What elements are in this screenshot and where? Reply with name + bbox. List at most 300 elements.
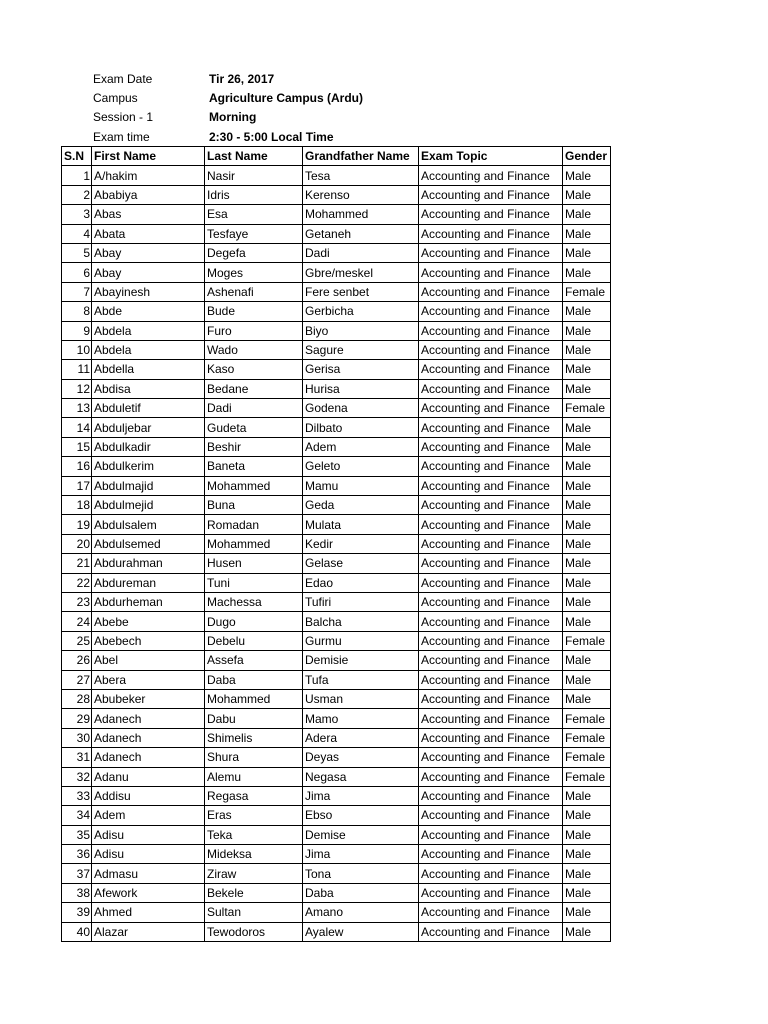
cell-gender: Male [563, 321, 611, 340]
cell-sn: 34 [62, 806, 92, 825]
cell-grandfather-name: Godena [303, 399, 419, 418]
cell-sn: 40 [62, 922, 92, 941]
cell-exam-topic: Accounting and Finance [419, 689, 563, 708]
cell-last-name: Degefa [205, 243, 303, 262]
cell-exam-topic: Accounting and Finance [419, 748, 563, 767]
cell-last-name: Regasa [205, 786, 303, 805]
table-row [62, 282, 611, 301]
cell-last-name: Shura [205, 748, 303, 767]
cell-first-name: Abdela [92, 321, 205, 340]
table-row [62, 883, 611, 902]
column-header-last-name: Last Name [205, 147, 303, 166]
cell-exam-topic: Accounting and Finance [419, 224, 563, 243]
cell-exam-topic: Accounting and Finance [419, 845, 563, 864]
cell-sn: 24 [62, 612, 92, 631]
cell-gender: Male [563, 845, 611, 864]
table-row [62, 185, 611, 204]
cell-gender: Male [563, 476, 611, 495]
cell-grandfather-name: Kerenso [303, 185, 419, 204]
cell-first-name: Abdurheman [92, 592, 205, 611]
table-row [62, 476, 611, 495]
cell-exam-topic: Accounting and Finance [419, 360, 563, 379]
cell-first-name: Abdulkerim [92, 457, 205, 476]
cell-last-name: Furo [205, 321, 303, 340]
cell-exam-topic: Accounting and Finance [419, 399, 563, 418]
cell-first-name: Abera [92, 670, 205, 689]
cell-grandfather-name: Demisie [303, 651, 419, 670]
cell-sn: 35 [62, 825, 92, 844]
table-row [62, 243, 611, 262]
cell-sn: 38 [62, 883, 92, 902]
cell-sn: 2 [62, 185, 92, 204]
cell-last-name: Husen [205, 554, 303, 573]
cell-sn: 26 [62, 651, 92, 670]
cell-last-name: Kaso [205, 360, 303, 379]
cell-gender: Male [563, 457, 611, 476]
table-row [62, 321, 611, 340]
cell-grandfather-name: Jima [303, 845, 419, 864]
cell-first-name: Abas [92, 205, 205, 224]
cell-exam-topic: Accounting and Finance [419, 185, 563, 204]
cell-sn: 31 [62, 748, 92, 767]
cell-last-name: Teka [205, 825, 303, 844]
cell-sn: 13 [62, 399, 92, 418]
table-row [62, 670, 611, 689]
cell-last-name: Mohammed [205, 689, 303, 708]
cell-first-name: Abdulsalem [92, 515, 205, 534]
cell-grandfather-name: Negasa [303, 767, 419, 786]
cell-first-name: Abdulsemed [92, 534, 205, 553]
cell-first-name: Alazar [92, 922, 205, 941]
cell-sn: 8 [62, 302, 92, 321]
column-header-grandfather-name: Grandfather Name [303, 147, 419, 166]
table-row [62, 748, 611, 767]
cell-first-name: Afework [92, 883, 205, 902]
cell-first-name: Abdulmajid [92, 476, 205, 495]
cell-sn: 37 [62, 864, 92, 883]
column-header-sn: S.N [62, 147, 92, 166]
cell-first-name: Ababiya [92, 185, 205, 204]
cell-exam-topic: Accounting and Finance [419, 864, 563, 883]
cell-last-name: Romadan [205, 515, 303, 534]
cell-grandfather-name: Fere senbet [303, 282, 419, 301]
table-row [62, 573, 611, 592]
table-row [62, 592, 611, 611]
table-row [62, 728, 611, 747]
cell-exam-topic: Accounting and Finance [419, 592, 563, 611]
cell-exam-topic: Accounting and Finance [419, 321, 563, 340]
cell-first-name: Abdurahman [92, 554, 205, 573]
cell-grandfather-name: Mamu [303, 476, 419, 495]
cell-last-name: Idris [205, 185, 303, 204]
cell-last-name: Esa [205, 205, 303, 224]
table-row [62, 864, 611, 883]
cell-gender: Male [563, 360, 611, 379]
cell-grandfather-name: Amano [303, 903, 419, 922]
table-row [62, 379, 611, 398]
column-header-exam-topic: Exam Topic [419, 147, 563, 166]
cell-grandfather-name: Biyo [303, 321, 419, 340]
cell-first-name: Abdureman [92, 573, 205, 592]
cell-sn: 33 [62, 786, 92, 805]
exam-date-value: Tir 26, 2017 [209, 71, 275, 86]
cell-exam-topic: Accounting and Finance [419, 554, 563, 573]
table-row [62, 360, 611, 379]
cell-sn: 18 [62, 496, 92, 515]
table-row [62, 205, 611, 224]
cell-sn: 10 [62, 340, 92, 359]
cell-exam-topic: Accounting and Finance [419, 418, 563, 437]
cell-gender: Male [563, 496, 611, 515]
cell-exam-topic: Accounting and Finance [419, 282, 563, 301]
table-row [62, 651, 611, 670]
cell-last-name: Bude [205, 302, 303, 321]
cell-exam-topic: Accounting and Finance [419, 496, 563, 515]
cell-last-name: Mideksa [205, 845, 303, 864]
table-row [62, 903, 611, 922]
cell-first-name: Abdulkadir [92, 437, 205, 456]
exam-time-label: Exam time [93, 129, 150, 144]
cell-grandfather-name: Edao [303, 573, 419, 592]
table-row [62, 418, 611, 437]
cell-last-name: Ashenafi [205, 282, 303, 301]
cell-sn: 1 [62, 166, 92, 185]
cell-grandfather-name: Gerisa [303, 360, 419, 379]
cell-grandfather-name: Adem [303, 437, 419, 456]
cell-sn: 7 [62, 282, 92, 301]
cell-grandfather-name: Balcha [303, 612, 419, 631]
table-row [62, 224, 611, 243]
cell-last-name: Wado [205, 340, 303, 359]
cell-first-name: Abdulmejid [92, 496, 205, 515]
cell-first-name: Adanech [92, 709, 205, 728]
cell-gender: Male [563, 554, 611, 573]
cell-last-name: Machessa [205, 592, 303, 611]
cell-exam-topic: Accounting and Finance [419, 534, 563, 553]
cell-exam-topic: Accounting and Finance [419, 340, 563, 359]
campus-row [91, 88, 363, 107]
cell-gender: Male [563, 185, 611, 204]
column-header-gender: Gender [563, 147, 611, 166]
cell-gender: Male [563, 670, 611, 689]
cell-gender: Female [563, 728, 611, 747]
cell-grandfather-name: Tona [303, 864, 419, 883]
session-label: Session - 1 [93, 110, 154, 125]
table-header-row [62, 147, 611, 166]
cell-last-name: Eras [205, 806, 303, 825]
cell-first-name: Abde [92, 302, 205, 321]
cell-gender: Male [563, 515, 611, 534]
cell-exam-topic: Accounting and Finance [419, 728, 563, 747]
cell-last-name: Daba [205, 670, 303, 689]
cell-gender: Female [563, 282, 611, 301]
cell-gender: Female [563, 631, 611, 650]
cell-grandfather-name: Gerbicha [303, 302, 419, 321]
cell-gender: Male [563, 806, 611, 825]
cell-sn: 16 [62, 457, 92, 476]
table-row [62, 399, 611, 418]
cell-first-name: Abduletif [92, 399, 205, 418]
cell-gender: Male [563, 418, 611, 437]
exam-time-value: 2:30 - 5:00 Local Time [209, 129, 334, 144]
cell-grandfather-name: Tufa [303, 670, 419, 689]
cell-exam-topic: Accounting and Finance [419, 476, 563, 495]
cell-sn: 32 [62, 767, 92, 786]
cell-last-name: Dadi [205, 399, 303, 418]
cell-exam-topic: Accounting and Finance [419, 515, 563, 534]
cell-sn: 28 [62, 689, 92, 708]
cell-grandfather-name: Hurisa [303, 379, 419, 398]
cell-first-name: Adanech [92, 748, 205, 767]
table-row [62, 496, 611, 515]
cell-gender: Male [563, 166, 611, 185]
cell-exam-topic: Accounting and Finance [419, 651, 563, 670]
cell-exam-topic: Accounting and Finance [419, 166, 563, 185]
cell-first-name: Abebe [92, 612, 205, 631]
cell-grandfather-name: Mohammed [303, 205, 419, 224]
cell-last-name: Ziraw [205, 864, 303, 883]
table-row [62, 302, 611, 321]
cell-grandfather-name: Tesa [303, 166, 419, 185]
cell-exam-topic: Accounting and Finance [419, 786, 563, 805]
cell-last-name: Tuni [205, 573, 303, 592]
exam-time-row [91, 127, 363, 146]
cell-last-name: Dugo [205, 612, 303, 631]
cell-exam-topic: Accounting and Finance [419, 883, 563, 902]
table-body [62, 166, 611, 942]
cell-last-name: Mohammed [205, 476, 303, 495]
cell-exam-topic: Accounting and Finance [419, 903, 563, 922]
table-row [62, 689, 611, 708]
table-row [62, 845, 611, 864]
cell-exam-topic: Accounting and Finance [419, 302, 563, 321]
cell-gender: Male [563, 903, 611, 922]
student-table [61, 146, 611, 942]
cell-gender: Male [563, 534, 611, 553]
cell-grandfather-name: Daba [303, 883, 419, 902]
cell-exam-topic: Accounting and Finance [419, 670, 563, 689]
cell-sn: 17 [62, 476, 92, 495]
cell-exam-topic: Accounting and Finance [419, 922, 563, 941]
cell-first-name: Adisu [92, 845, 205, 864]
cell-last-name: Tewodoros [205, 922, 303, 941]
cell-exam-topic: Accounting and Finance [419, 263, 563, 282]
cell-exam-topic: Accounting and Finance [419, 631, 563, 650]
table-row [62, 631, 611, 650]
cell-grandfather-name: Jima [303, 786, 419, 805]
cell-exam-topic: Accounting and Finance [419, 243, 563, 262]
exam-date-label: Exam Date [93, 71, 153, 86]
cell-first-name: Admasu [92, 864, 205, 883]
table-row [62, 709, 611, 728]
cell-gender: Female [563, 748, 611, 767]
cell-sn: 29 [62, 709, 92, 728]
cell-gender: Male [563, 786, 611, 805]
cell-first-name: Abata [92, 224, 205, 243]
cell-sn: 20 [62, 534, 92, 553]
cell-exam-topic: Accounting and Finance [419, 573, 563, 592]
cell-gender: Male [563, 224, 611, 243]
cell-last-name: Beshir [205, 437, 303, 456]
cell-sn: 39 [62, 903, 92, 922]
cell-sn: 30 [62, 728, 92, 747]
table-row [62, 786, 611, 805]
cell-grandfather-name: Usman [303, 689, 419, 708]
cell-sn: 27 [62, 670, 92, 689]
cell-gender: Male [563, 302, 611, 321]
cell-grandfather-name: Gbre/meskel [303, 263, 419, 282]
cell-last-name: Mohammed [205, 534, 303, 553]
cell-sn: 36 [62, 845, 92, 864]
exam-date-row [91, 69, 363, 88]
table-row [62, 554, 611, 573]
cell-gender: Male [563, 689, 611, 708]
cell-first-name: Ahmed [92, 903, 205, 922]
cell-grandfather-name: Dadi [303, 243, 419, 262]
cell-sn: 3 [62, 205, 92, 224]
cell-grandfather-name: Adera [303, 728, 419, 747]
cell-last-name: Dabu [205, 709, 303, 728]
cell-gender: Male [563, 573, 611, 592]
cell-gender: Male [563, 437, 611, 456]
cell-grandfather-name: Getaneh [303, 224, 419, 243]
cell-gender: Male [563, 243, 611, 262]
cell-gender: Male [563, 612, 611, 631]
session-value: Morning [209, 110, 257, 125]
cell-last-name: Moges [205, 263, 303, 282]
cell-grandfather-name: Ayalew [303, 922, 419, 941]
cell-first-name: A/hakim [92, 166, 205, 185]
cell-first-name: Adisu [92, 825, 205, 844]
cell-last-name: Nasir [205, 166, 303, 185]
cell-last-name: Bekele [205, 883, 303, 902]
cell-sn: 11 [62, 360, 92, 379]
cell-first-name: Abebech [92, 631, 205, 650]
cell-gender: Female [563, 709, 611, 728]
cell-first-name: Addisu [92, 786, 205, 805]
cell-first-name: Abduljebar [92, 418, 205, 437]
cell-exam-topic: Accounting and Finance [419, 437, 563, 456]
cell-grandfather-name: Mulata [303, 515, 419, 534]
cell-gender: Male [563, 379, 611, 398]
cell-grandfather-name: Dilbato [303, 418, 419, 437]
cell-sn: 21 [62, 554, 92, 573]
cell-first-name: Abubeker [92, 689, 205, 708]
table-row [62, 806, 611, 825]
cell-grandfather-name: Gelase [303, 554, 419, 573]
cell-first-name: Adanech [92, 728, 205, 747]
cell-sn: 22 [62, 573, 92, 592]
cell-gender: Male [563, 263, 611, 282]
cell-last-name: Baneta [205, 457, 303, 476]
cell-exam-topic: Accounting and Finance [419, 379, 563, 398]
cell-last-name: Shimelis [205, 728, 303, 747]
cell-first-name: Abay [92, 243, 205, 262]
cell-last-name: Tesfaye [205, 224, 303, 243]
table-row [62, 166, 611, 185]
table-row [62, 457, 611, 476]
table-row [62, 437, 611, 456]
cell-last-name: Alemu [205, 767, 303, 786]
cell-first-name: Abay [92, 263, 205, 282]
cell-first-name: Abdella [92, 360, 205, 379]
cell-exam-topic: Accounting and Finance [419, 825, 563, 844]
cell-exam-topic: Accounting and Finance [419, 767, 563, 786]
cell-last-name: Assefa [205, 651, 303, 670]
cell-sn: 14 [62, 418, 92, 437]
column-header-first-name: First Name [92, 147, 205, 166]
cell-grandfather-name: Ebso [303, 806, 419, 825]
cell-first-name: Abdisa [92, 379, 205, 398]
cell-first-name: Abdela [92, 340, 205, 359]
cell-gender: Male [563, 340, 611, 359]
table-row [62, 825, 611, 844]
cell-grandfather-name: Demise [303, 825, 419, 844]
cell-last-name: Bedane [205, 379, 303, 398]
table-row [62, 612, 611, 631]
cell-exam-topic: Accounting and Finance [419, 205, 563, 224]
cell-last-name: Debelu [205, 631, 303, 650]
cell-first-name: Abayinesh [92, 282, 205, 301]
cell-gender: Male [563, 205, 611, 224]
cell-sn: 9 [62, 321, 92, 340]
cell-gender: Male [563, 864, 611, 883]
cell-first-name: Adanu [92, 767, 205, 786]
cell-exam-topic: Accounting and Finance [419, 612, 563, 631]
cell-gender: Male [563, 883, 611, 902]
cell-last-name: Gudeta [205, 418, 303, 437]
cell-sn: 6 [62, 263, 92, 282]
table-row [62, 534, 611, 553]
cell-gender: Male [563, 592, 611, 611]
table-row [62, 515, 611, 534]
cell-gender: Male [563, 651, 611, 670]
cell-gender: Female [563, 399, 611, 418]
exam-info [91, 69, 363, 146]
cell-grandfather-name: Kedir [303, 534, 419, 553]
cell-sn: 25 [62, 631, 92, 650]
cell-first-name: Abel [92, 651, 205, 670]
cell-exam-topic: Accounting and Finance [419, 709, 563, 728]
cell-first-name: Adem [92, 806, 205, 825]
cell-gender: Male [563, 922, 611, 941]
cell-gender: Male [563, 825, 611, 844]
cell-exam-topic: Accounting and Finance [419, 457, 563, 476]
cell-sn: 19 [62, 515, 92, 534]
cell-exam-topic: Accounting and Finance [419, 806, 563, 825]
cell-grandfather-name: Deyas [303, 748, 419, 767]
campus-label: Campus [93, 90, 138, 105]
cell-sn: 4 [62, 224, 92, 243]
cell-sn: 12 [62, 379, 92, 398]
cell-last-name: Buna [205, 496, 303, 515]
cell-last-name: Sultan [205, 903, 303, 922]
cell-sn: 5 [62, 243, 92, 262]
cell-sn: 15 [62, 437, 92, 456]
cell-grandfather-name: Mamo [303, 709, 419, 728]
cell-grandfather-name: Geda [303, 496, 419, 515]
cell-grandfather-name: Geleto [303, 457, 419, 476]
table-row [62, 340, 611, 359]
table-row [62, 263, 611, 282]
session-row [91, 108, 363, 127]
table-row [62, 767, 611, 786]
cell-grandfather-name: Sagure [303, 340, 419, 359]
cell-gender: Female [563, 767, 611, 786]
cell-grandfather-name: Tufiri [303, 592, 419, 611]
campus-value: Agriculture Campus (Ardu) [209, 90, 364, 105]
table-row [62, 922, 611, 941]
